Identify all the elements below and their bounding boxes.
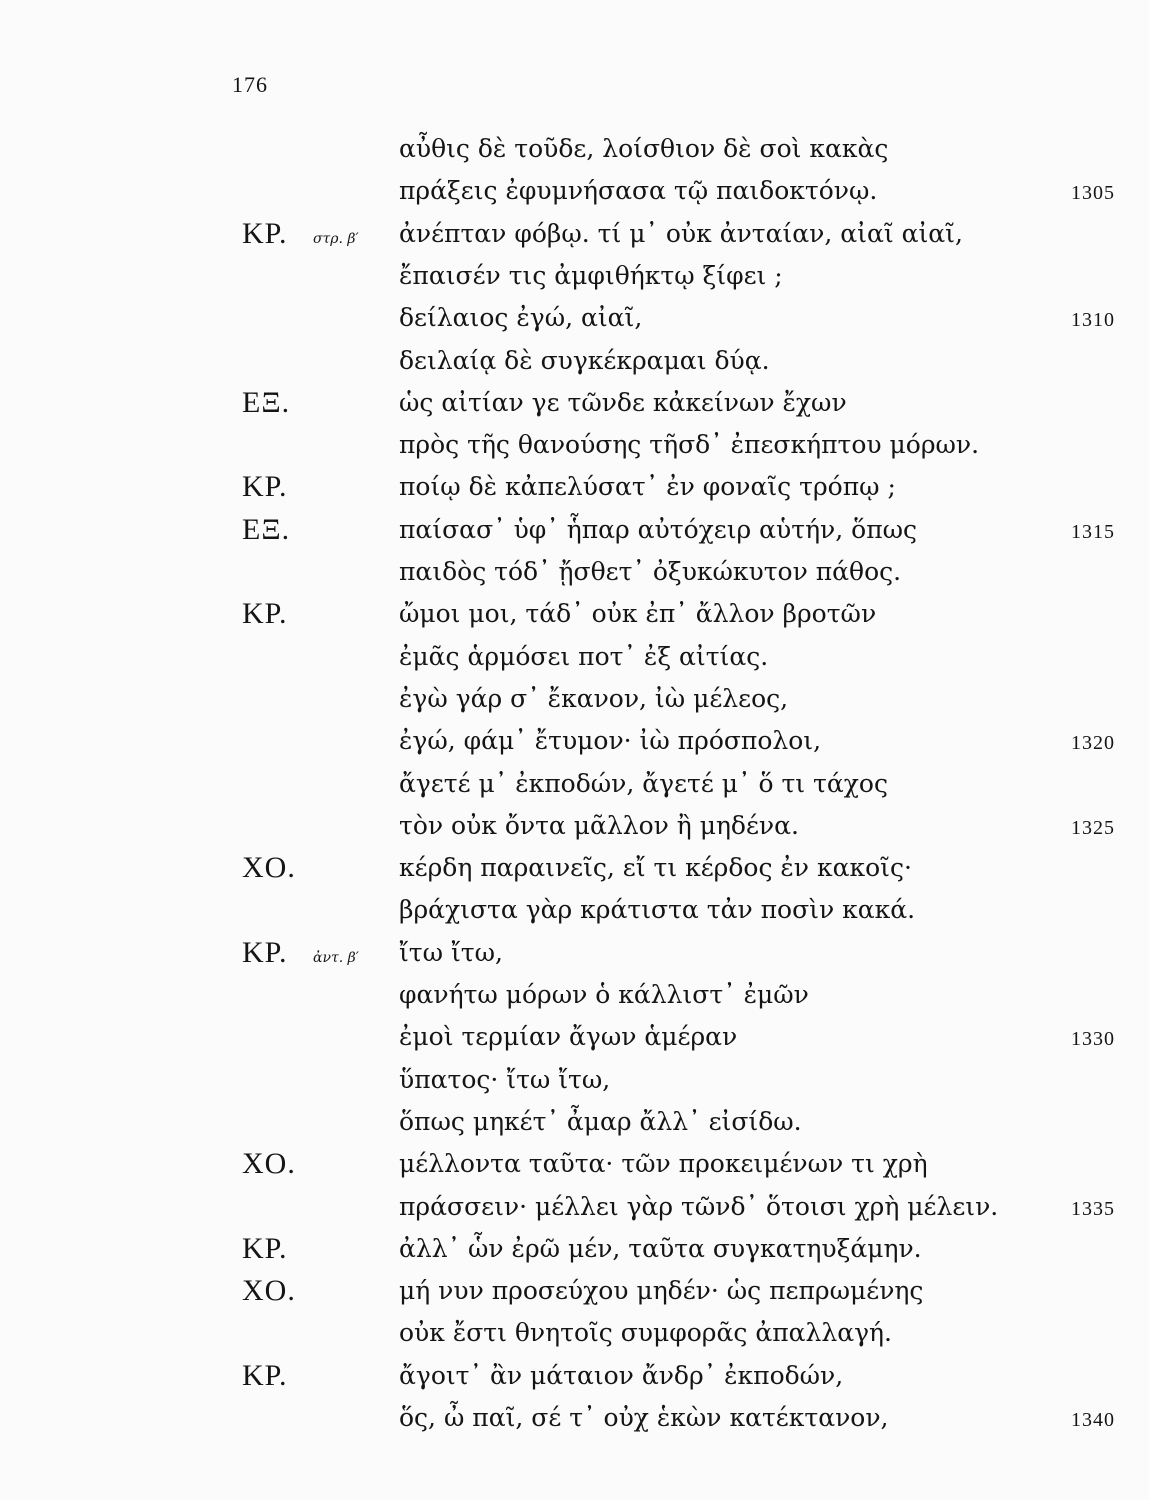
verse-text: δείλαιος ἐγώ, αἰαῖ, [399, 303, 643, 332]
verse-text: δειλαίᾳ δὲ συγκέκραμαι δύᾳ. [399, 346, 770, 375]
verse-text: φανήτω μόρων ὁ κάλλιστ᾽ ἐμῶν [399, 980, 809, 1009]
speaker-label: ΕΞ. [242, 386, 291, 419]
strophe-marker: στρ. β′ [313, 231, 359, 247]
verse-text: ἴτω ἴτω, [399, 938, 503, 967]
verse-line [0, 936, 1149, 976]
verse-text: παίσασ᾽ ὑφ᾽ ἧπαρ αὐτόχειρ αὑτήν, ὅπως [399, 515, 918, 544]
verse-line [0, 978, 1149, 1018]
verse-line [0, 259, 1149, 299]
verse-line [0, 640, 1149, 680]
verse-text: ὅς, ὦ παῖ, σέ τ᾽ οὐχ ἑκὼν κατέκτανον, [399, 1403, 889, 1432]
verse-text: μέλλοντα ταῦτα· τῶν προκειμένων τι χρὴ [399, 1149, 928, 1178]
verse-text: ποίῳ δὲ κἀπελύσατ᾽ ἐν φοναῖς τρόπῳ ; [399, 472, 896, 501]
verse-line [0, 597, 1149, 637]
verse-text: βράχιστα γὰρ κράτιστα τἀν ποσὶν κακά. [399, 895, 916, 924]
verse-text: πράξεις ἐφυμνήσασα τῷ παιδοκτόνῳ. [399, 176, 878, 205]
line-number: 1335 [1071, 1198, 1115, 1220]
verse-text: ἄγετέ μ᾽ ἐκποδών, ἄγετέ μ᾽ ὅ τι τάχος [399, 769, 888, 798]
verse-line [0, 1020, 1149, 1060]
verse-text: παιδὸς τόδ᾽ ᾔσθετ᾽ ὀξυκώκυτον πάθος. [399, 557, 902, 586]
verse-line [0, 132, 1149, 172]
verse-line [0, 513, 1149, 553]
verse-text: τὸν οὐκ ὄντα μᾶλλον ἢ μηδένα. [399, 811, 799, 840]
speaker-label: ΚΡ. [242, 217, 288, 250]
line-number: 1315 [1071, 521, 1115, 543]
line-number: 1305 [1071, 182, 1115, 204]
speaker-label: ΚΡ. [242, 470, 288, 503]
line-number: 1325 [1071, 817, 1115, 839]
verse-line [0, 301, 1149, 341]
verse-text: ἐγώ, φάμ᾽ ἔτυμον· ἰὼ πρόσπολοι, [399, 726, 822, 755]
speaker-label: ΚΡ. [242, 597, 288, 630]
verse-line [0, 1401, 1149, 1441]
line-number: 1310 [1071, 309, 1115, 331]
verse-text: πράσσειν· μέλλει γὰρ τῶνδ᾽ ὅτοισι χρὴ μέλειν. [399, 1192, 999, 1221]
verse-text: μή νυν προσεύχου μηδέν· ὡς πεπρωμένης [399, 1276, 924, 1305]
verse-text: ἐμᾶς ἁρμόσει ποτ᾽ ἐξ αἰτίας. [399, 642, 769, 671]
verse-line [0, 809, 1149, 849]
verse-text: κέρδη παραινεῖς, εἴ τι κέρδος ἐν κακοῖς· [399, 853, 912, 882]
speaker-label: ΚΡ. [242, 1232, 288, 1265]
verse-line [0, 1190, 1149, 1230]
verse-text: ἔπαισέν τις ἀμφιθήκτῳ ξίφει ; [399, 261, 783, 290]
speaker-label: ΕΞ. [242, 513, 291, 546]
speaker-label: ΧΟ. [242, 851, 296, 884]
verse-text: ἐμοὶ τερμίαν ἄγων ἁμέραν [399, 1022, 738, 1051]
page-number: 176 [232, 72, 268, 97]
verse-text: ὕπατος· ἴτω ἴτω, [399, 1065, 611, 1094]
verse-text: ὡς αἰτίαν γε τῶνδε κἀκείνων ἔχων [399, 388, 847, 417]
line-number: 1320 [1071, 732, 1115, 754]
speaker-label: ΚΡ. [242, 936, 288, 969]
verse-line [0, 682, 1149, 722]
verse-line [0, 851, 1149, 891]
verse-text: ἐγὼ γάρ σ᾽ ἔκανον, ἰὼ μέλεος, [399, 684, 789, 713]
verse-line [0, 174, 1149, 214]
strophe-marker: ἀντ. β′ [313, 950, 359, 966]
speaker-label: ΧΟ. [242, 1274, 296, 1307]
verse-line [0, 724, 1149, 764]
verse-line [0, 1105, 1149, 1145]
verse-text: ὤμοι μοι, τάδ᾽ οὐκ ἐπ᾽ ἄλλον βροτῶν [399, 599, 877, 628]
line-number: 1340 [1071, 1409, 1115, 1431]
verse-line [0, 1063, 1149, 1103]
verse-line [0, 767, 1149, 807]
verse-line [0, 1359, 1149, 1399]
verse-line [0, 1274, 1149, 1314]
verse-text: πρὸς τῆς θανούσης τῆσδ᾽ ἐπεσκήπτου μόρων. [399, 430, 980, 459]
verse-line [0, 428, 1149, 468]
verse-text: ἄγοιτ᾽ ἂν μάταιον ἄνδρ᾽ ἐκποδών, [399, 1361, 844, 1390]
verse-line [0, 470, 1149, 510]
verse-text: ὅπως μηκέτ᾽ ἆμαρ ἄλλ᾽ εἰσίδω. [399, 1107, 802, 1136]
verse-line [0, 217, 1149, 257]
verse-text: ἀλλ᾽ ὧν ἐρῶ μέν, ταῦτα συγκατηυξάμην. [399, 1234, 922, 1263]
line-number: 1330 [1071, 1028, 1115, 1050]
verse-line [0, 386, 1149, 426]
verse-text: αὖθις δὲ τοῦδε, λοίσθιον δὲ σοὶ κακὰς [399, 134, 889, 163]
verse-line [0, 1316, 1149, 1356]
verse-line [0, 555, 1149, 595]
verse-line [0, 1147, 1149, 1187]
verse-line [0, 1232, 1149, 1272]
verse-line [0, 344, 1149, 384]
verse-line [0, 893, 1149, 933]
speaker-label: ΧΟ. [242, 1147, 296, 1180]
verse-text: οὐκ ἔστι θνητοῖς συμφορᾶς ἀπαλλαγή. [399, 1318, 892, 1347]
verse-text: ἀνέπταν φόβῳ. τί μ᾽ οὐκ ἀνταίαν, αἰαῖ αἰαῖ, [399, 219, 963, 248]
speaker-label: ΚΡ. [242, 1359, 288, 1392]
